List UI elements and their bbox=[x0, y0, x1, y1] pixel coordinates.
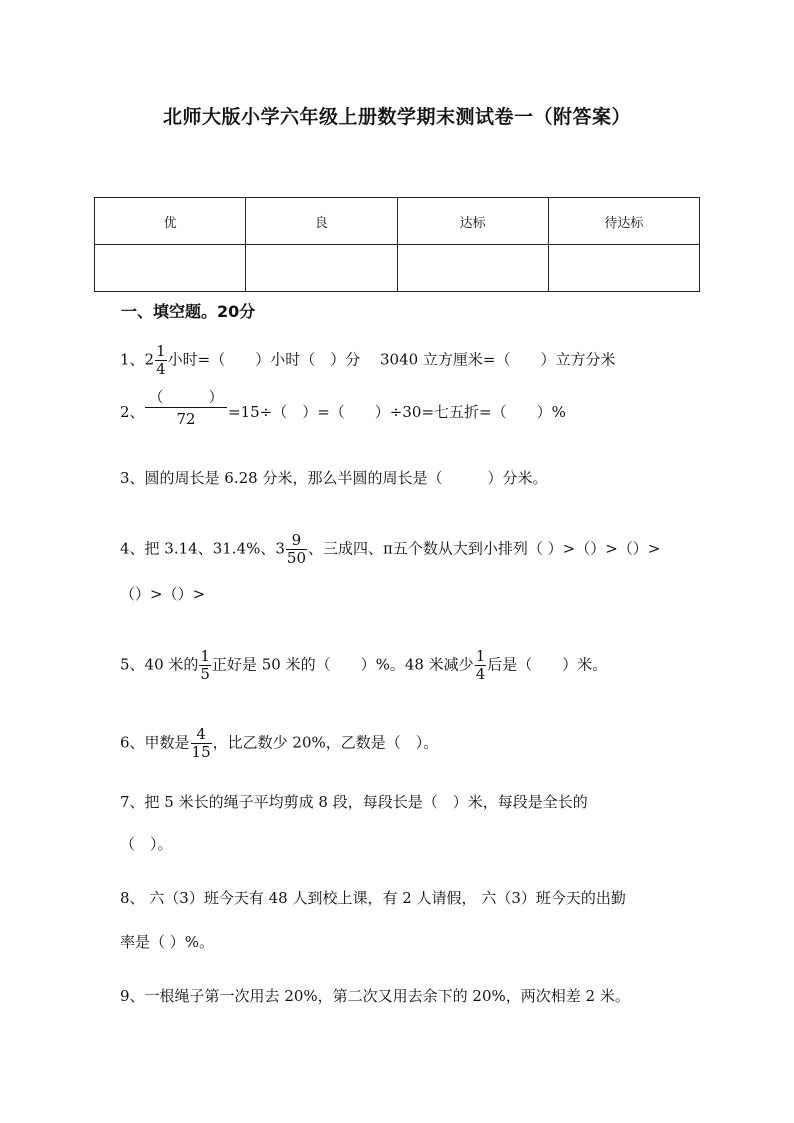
question-6 bbox=[120, 726, 438, 761]
question-text: ，比乙数少 20%，乙数是（ ）。 bbox=[212, 733, 439, 752]
grade-header-excellent: 优 bbox=[95, 198, 246, 245]
question-4-continued bbox=[120, 584, 205, 604]
grade-cell[interactable] bbox=[397, 245, 548, 292]
page-title: 北师大版小学六年级上册数学期末测试卷一（附答案） bbox=[162, 106, 631, 128]
fraction-denominator: 72 bbox=[176, 410, 196, 428]
question-text: 、三成四、π五个数从大到小排列（ ）>（）>（）> bbox=[308, 539, 661, 558]
question-text: 小时=（ ）小时（ ）分 3040 立方厘米=（ ）立方分米 bbox=[167, 350, 616, 369]
fraction-denominator: 4 bbox=[156, 360, 166, 378]
fraction-numerator: 1 bbox=[475, 647, 486, 665]
grade-header-good: 良 bbox=[246, 198, 397, 245]
grade-header-pass: 达标 bbox=[397, 198, 548, 245]
question-text: 6、甲数是 bbox=[120, 733, 190, 752]
table-row bbox=[95, 245, 700, 292]
fraction-denominator: 50 bbox=[286, 549, 306, 567]
question-3 bbox=[120, 468, 547, 488]
grade-table bbox=[94, 197, 700, 292]
fraction bbox=[145, 388, 227, 428]
question-text: 正好是 50 米的（ ）%。48 米减少 bbox=[211, 655, 474, 674]
question-text: 5、40 米的 bbox=[120, 655, 199, 674]
fraction-denominator: 15 bbox=[191, 743, 211, 761]
question-text: =15÷（ ）=（ ）÷30=七五折=（ ）% bbox=[228, 403, 566, 421]
question-5 bbox=[120, 648, 607, 683]
fraction-denominator: 5 bbox=[200, 665, 210, 683]
question-8 bbox=[120, 888, 626, 908]
question-text: 1、2 bbox=[120, 350, 155, 369]
question-7-continued bbox=[120, 834, 173, 854]
fraction bbox=[191, 726, 212, 761]
grade-cell[interactable] bbox=[548, 245, 699, 292]
fraction-numerator: 9 bbox=[286, 532, 307, 550]
question-text: 后是（ ）米。 bbox=[487, 655, 608, 674]
fraction-denominator: 4 bbox=[475, 665, 486, 683]
question-2-label bbox=[120, 402, 145, 422]
fraction bbox=[475, 648, 487, 683]
grade-cell[interactable] bbox=[246, 245, 397, 292]
question-7 bbox=[120, 792, 588, 812]
grade-cell[interactable] bbox=[95, 245, 246, 292]
question-text: （ ）。 bbox=[120, 835, 173, 853]
table-row bbox=[95, 198, 700, 245]
question-9 bbox=[120, 986, 630, 1006]
question-2 bbox=[228, 402, 566, 422]
question-text: 2、 bbox=[120, 403, 145, 421]
section-heading: 一、填空题。20分 bbox=[121, 302, 256, 321]
fraction bbox=[199, 648, 211, 683]
question-text: 9、一根绳子第一次用去 20%，第二次又用去余下的 20%，两次相差 2 米。 bbox=[120, 987, 630, 1005]
question-text: 7、把 5 米长的绳子平均剪成 8 段，每段长是（ ）米，每段是全长的 bbox=[120, 793, 588, 811]
question-text: （）>（）> bbox=[120, 585, 206, 603]
question-1 bbox=[120, 343, 616, 378]
fraction-numerator: 1 bbox=[156, 342, 166, 360]
fraction bbox=[286, 532, 307, 567]
question-4 bbox=[120, 532, 660, 567]
fraction-numerator: （ ） bbox=[145, 388, 227, 408]
question-text: 率是（ ）%。 bbox=[120, 933, 215, 951]
fraction-numerator: 1 bbox=[200, 647, 210, 665]
fraction bbox=[155, 343, 167, 378]
question-text: 4、把 3.14、31.4%、3 bbox=[120, 539, 285, 558]
question-text: 8、 六（3）班今天有 48 人到校上课，有 2 人请假， 六（3）班今天的出勤 bbox=[120, 889, 626, 907]
grade-header-needs-work: 待达标 bbox=[548, 198, 699, 245]
fraction-numerator: 4 bbox=[191, 726, 212, 744]
question-8-continued bbox=[120, 932, 214, 952]
question-text: 3、圆的周长是 6.28 分米，那么半圆的周长是（ ）分米。 bbox=[120, 469, 548, 487]
